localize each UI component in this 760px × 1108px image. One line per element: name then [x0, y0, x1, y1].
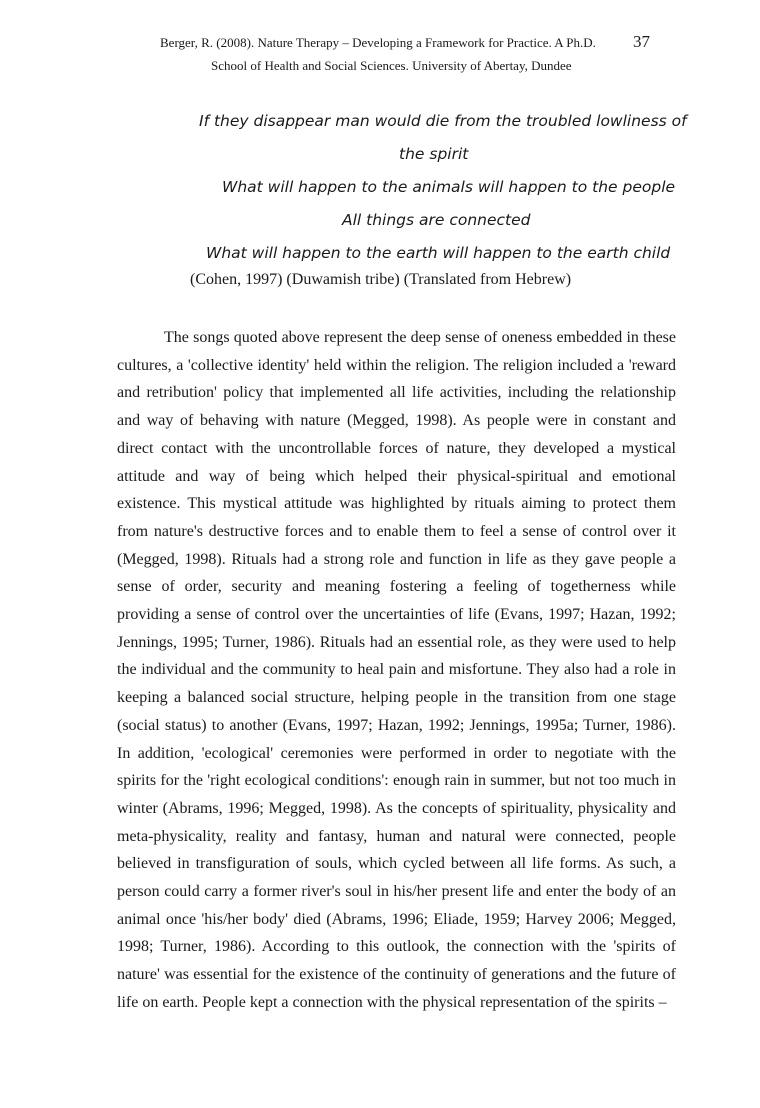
poem-citation: (Cohen, 1997) (Duwamish tribe) (Translated from Hebrew) [190, 271, 572, 288]
page-number: 37 [633, 32, 650, 51]
poem-line: All things are connected [342, 211, 531, 229]
poem-line: What will happen to the earth will happen to the earth child [206, 244, 671, 262]
body-paragraph: The songs quoted above represent the deep sense of oneness embedded in these cultures, a 'collective identity' held within the religion. The religion included a 'reward and retribution' policy that implemented all life activities, including the relationship and way of behaving with nature (Megged, 1998). As people were in constant and direct contact with the uncontrollable forces of nature, they developed a mystical attitude and way of being which helped their physical-spiritual and emotional existence. This mystical attitude was highlighted by rituals aiming to protect them from nature's destructive forces and to enable them to feel a sense of control over it (Megged, 1998). Rituals had a strong role and function in life as they gave people a sense of order, security and meaning fostering a feeling of togetherness while providing a sense of control over the uncertainties of life (Evans, 1997; Hazan, 1992; Jennings, 1995; Turner, 1986). Rituals had an essential role, as they were used to help the individual and the community to heal pain and misfortune. They also had a role in keeping a balanced social structure, helping people in the transition from one stage (social status) to another (Evans, 1997; Hazan, 1992; Jennings, 1995a; Turner, 1986). In addition, 'ecological' ceremonies were performed in order to negotiate with the spirits for the 'right ecological conditions': enough rain in summer, but not too much in winter (Abrams, 1996; Megged, 1998). As the concepts of spirituality, physicality and meta-physicality, reality and fantasy, human and natural were connected, people believed in transfiguration of souls, which cycled between all life forms. As such, a person could carry a former river's soul in his/her present life and enter the body of an animal once 'his/her body' died (Abrams, 1996; Eliade, 1959; Harvey 2006; Megged, 1998; Turner, 1986). According to this outlook, the connection with the 'spirits of nature' was essential for the existence of the continuity of generations and the future of life on earth. People kept a connection with the physical representation of the spirits – [117, 329, 676, 1011]
poem-line: What will happen to the animals will happen to the people [222, 178, 676, 196]
poem-line: If they disappear man would die from the troubled lowliness of [199, 112, 687, 130]
header-citation-line: Berger, R. (2008). Nature Therapy – Developing a Framework for Practice. A Ph.D. [160, 35, 596, 50]
header-institution-line: School of Health and Social Sciences. University of Abertay, Dundee [211, 58, 572, 73]
poem-line: the spirit [399, 145, 469, 163]
